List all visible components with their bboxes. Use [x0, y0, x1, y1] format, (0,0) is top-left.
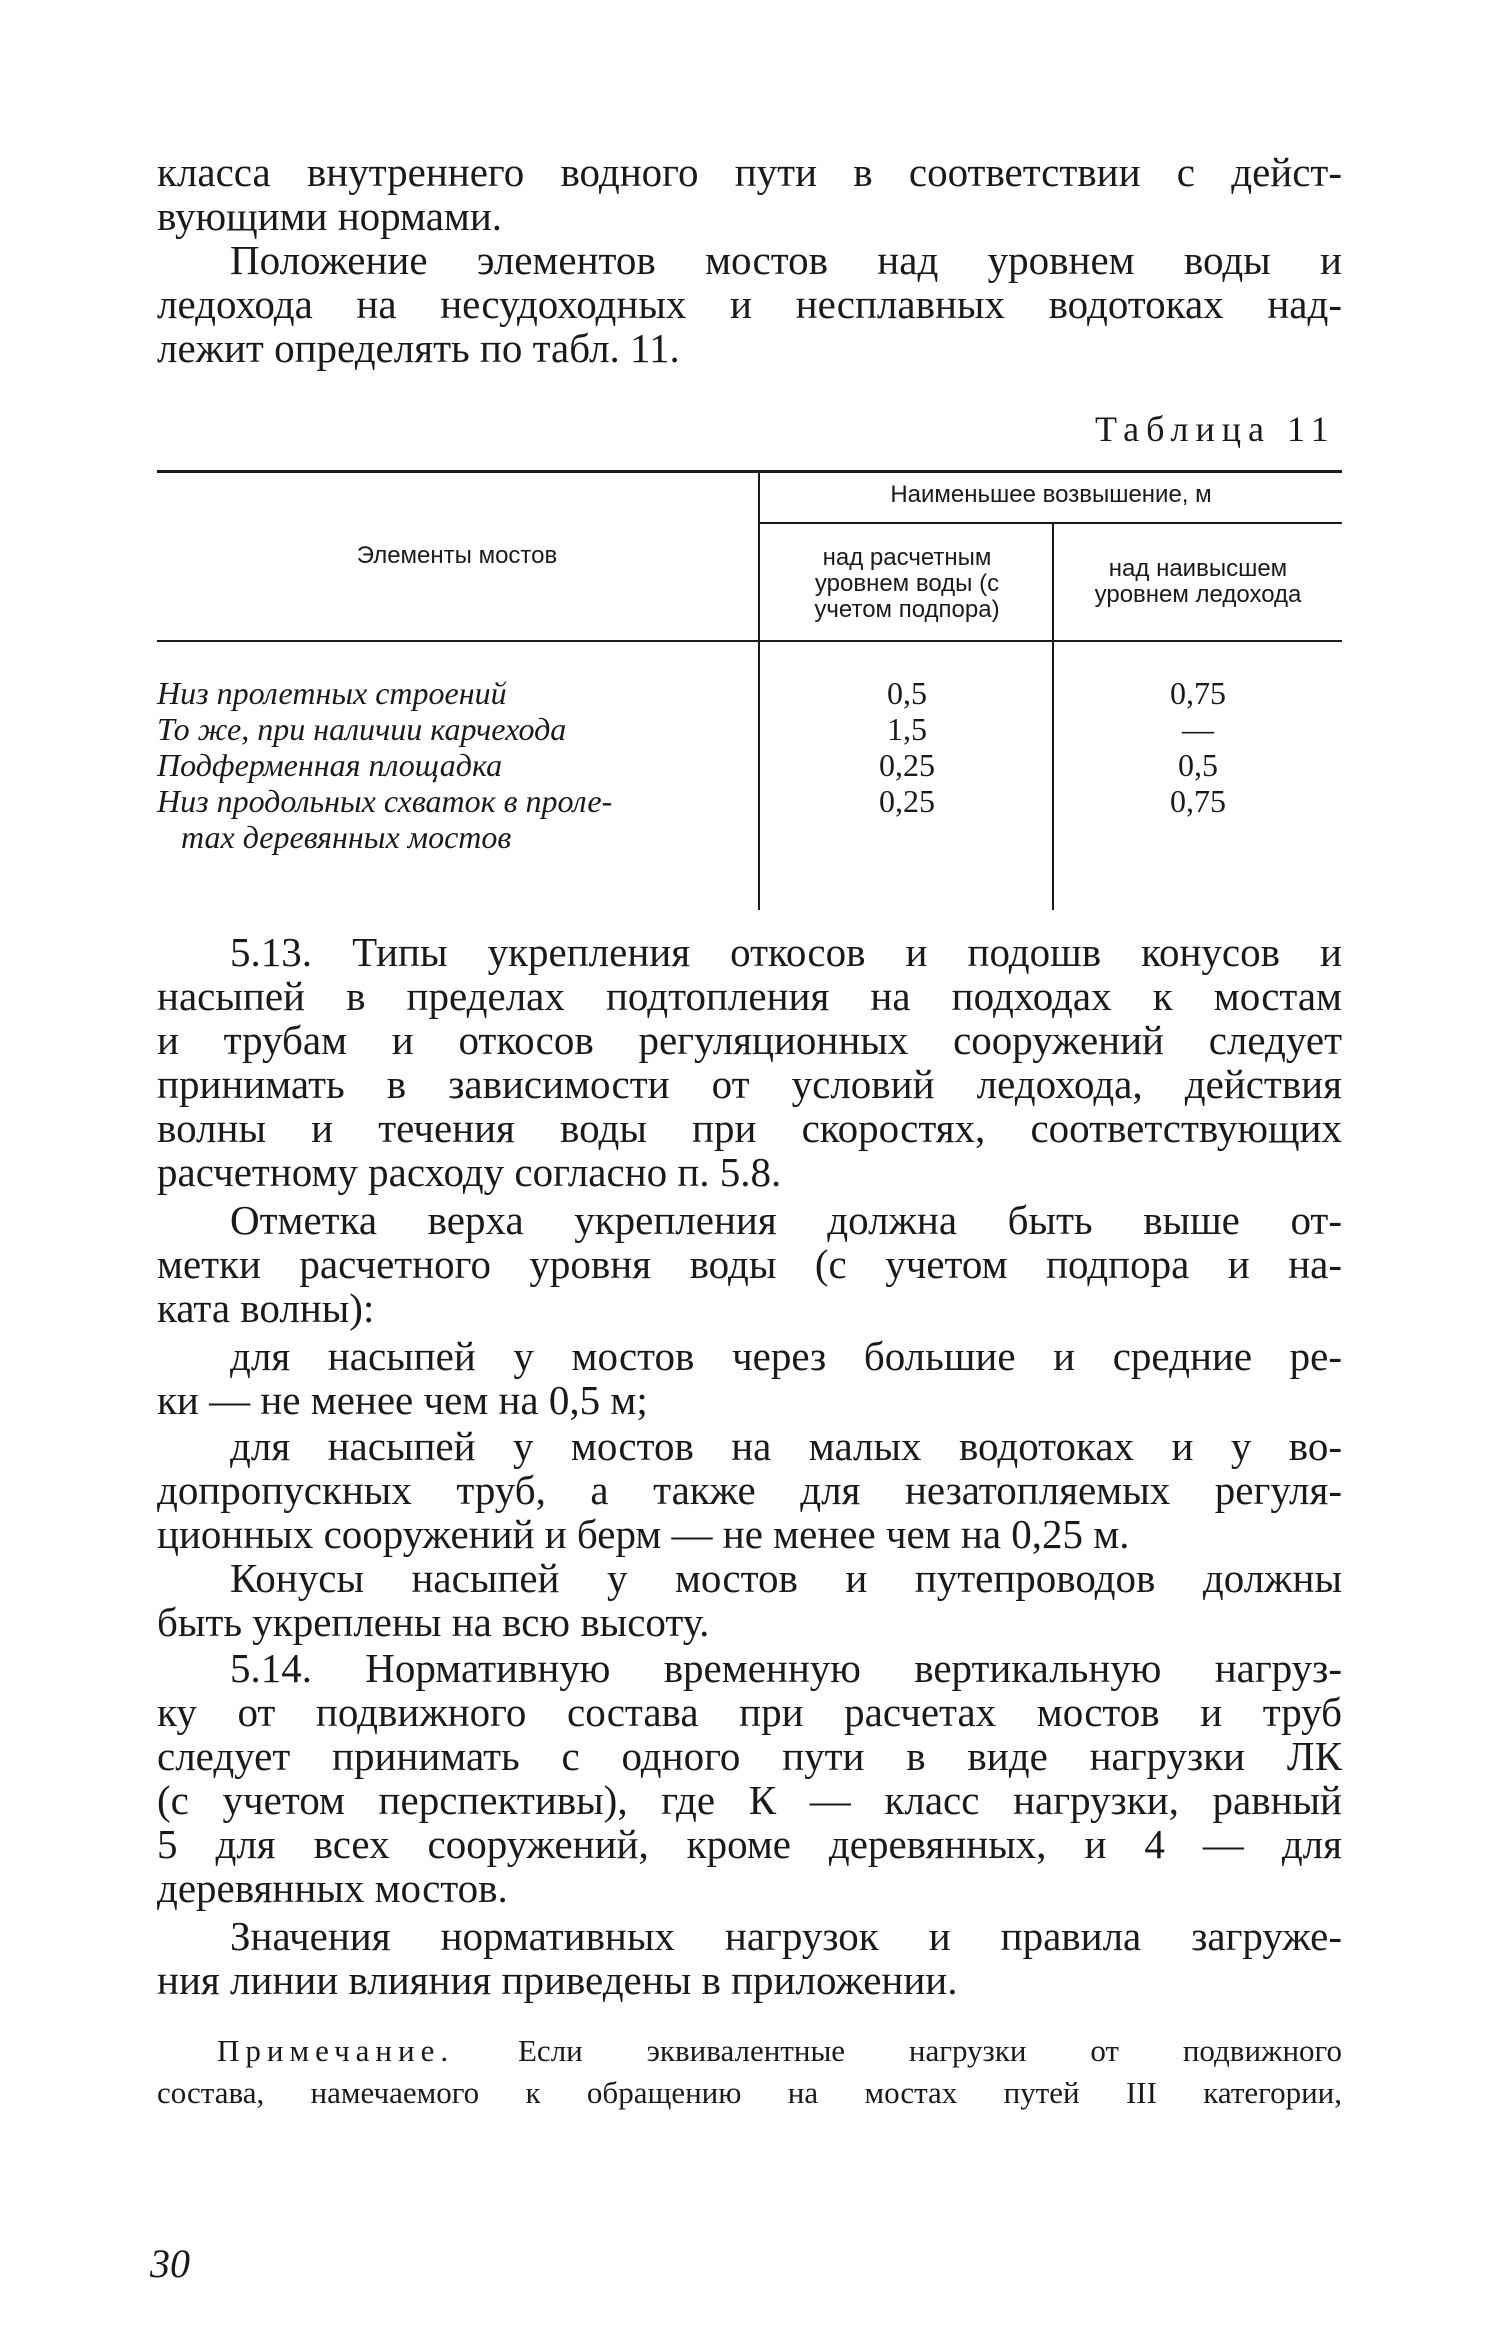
text-line: лежит определять по табл. 11.: [157, 325, 680, 371]
intro-paragraph-1: [157, 150, 1342, 238]
row-name-line: тах деревянных мостов: [181, 819, 512, 855]
text-line: ката волны):: [157, 1285, 375, 1331]
text-line: Значения нормативных нагрузок и правила загруже-: [230, 1913, 1342, 1959]
text-line: допропускных труб, а также для незатопляемых регуля-: [157, 1467, 1342, 1513]
header-ice: [1054, 556, 1342, 608]
text-line: расчетному расходу согласно п. 5.8.: [157, 1149, 782, 1195]
text-line: волны и течения воды при скоростях, соответствующих: [157, 1105, 1342, 1151]
table-cell-water: 0,5: [887, 675, 927, 711]
header-elements: Элементы мостов: [356, 542, 558, 569]
note-label: Примечание.: [217, 2033, 455, 2068]
paragraph-mark: [157, 1198, 1342, 1330]
header-line: учетом подпора): [814, 596, 1000, 623]
header-line: уровнем воды (с: [814, 570, 1000, 597]
paragraph-small-rivers: [157, 1424, 1342, 1556]
text-line: 5.13. Типы укрепления откосов и подошв конусов и: [230, 929, 1342, 975]
text-line: насыпей в пределах подтопления на подходах к мостам: [157, 973, 1342, 1019]
text-line: принимать в зависимости от условий ледохода, действия: [157, 1061, 1342, 1107]
table-cell-ice: 0,75: [1170, 675, 1226, 711]
table-cell-water: 0,25: [879, 747, 935, 783]
paragraph-5-14: [157, 1646, 1342, 1910]
note-line: [157, 2030, 1342, 2072]
table-cell-water: 0,25: [879, 783, 935, 819]
table-top-rule: [157, 470, 1342, 473]
row-name-line: Низ продольных схваток в проле-: [157, 783, 613, 819]
paragraph-values: [157, 1914, 1342, 2002]
text-line: быть укреплены на всю высоту.: [157, 1599, 710, 1645]
text-line: для насыпей у мостов на малых водотоках и у во-: [230, 1423, 1342, 1469]
note-line: состава, намечаемого к обращению на мостах путей III категории,: [157, 2075, 1342, 2110]
table-cell-ice: 0,75: [1170, 783, 1226, 819]
text-line: Конусы насыпей у мостов и путепроводов должны: [230, 1555, 1342, 1601]
text-line: ния линии влияния приведены в приложении.: [157, 1957, 958, 2003]
table-row-name: Низ пролетных строений: [157, 675, 507, 711]
text-line: 5.14. Нормативную временную вертикальную нагруз-: [230, 1645, 1342, 1691]
text-line: вующими нормами.: [157, 193, 503, 239]
text-line: ки — не менее чем на 0,5 м;: [157, 1377, 648, 1423]
table-header-bottom-rule: [157, 640, 1342, 642]
header-line: над расчетным: [822, 544, 992, 571]
table-group-rule: [760, 522, 1342, 524]
page-number: 30: [150, 2241, 190, 2286]
text-line: деревянных мостов.: [157, 1865, 508, 1911]
text-line: и трубам и откосов регуляционных сооружений следует: [157, 1017, 1342, 1063]
text-line: 5 для всех сооружений, кроме деревянных, и 4 — для: [157, 1821, 1342, 1867]
table-row-name: Подферменная площадка: [157, 747, 503, 783]
header-line: над наивысшем: [1108, 555, 1288, 582]
paragraph-cones: [157, 1556, 1342, 1644]
text-line: для насыпей у мостов через большие и средние ре-: [230, 1333, 1342, 1379]
text-line: ледохода на несудоходных и несплавных водотоках над-: [157, 281, 1342, 327]
text-line: следует принимать с одного пути в виде нагрузки ЛК: [157, 1733, 1342, 1779]
table-vline-1: [758, 472, 760, 910]
text-line: Отметка верха укрепления должна быть выше от-: [230, 1197, 1342, 1243]
text-line: ку от подвижного состава при расчетах мостов и труб: [157, 1689, 1342, 1735]
paragraph-5-13: [157, 930, 1342, 1194]
text-line: метки расчетного уровня воды (с учетом подпора и на-: [157, 1241, 1342, 1287]
header-line: уровнем ледохода: [1094, 581, 1302, 608]
text-line: Положение элементов мостов над уровнем воды и: [230, 237, 1342, 283]
table-cell-water: 1,5: [887, 711, 927, 747]
paragraph-large-rivers: [157, 1334, 1342, 1422]
table-cell-ice: 0,5: [1178, 747, 1218, 783]
note-text: Если эквивалентные нагрузки от подвижного: [518, 2033, 1342, 2068]
table-row-name: [157, 783, 737, 855]
intro-paragraph-2: [157, 238, 1342, 370]
text-line: класса внутреннего водного пути в соответствии с дейст-: [157, 149, 1342, 195]
text-line: (с учетом перспективы), где К — класс нагрузки, равный: [157, 1777, 1342, 1823]
text-line: ционных сооружений и берм — не менее чем на 0,25 м.: [157, 1511, 1130, 1557]
header-water: [762, 545, 1052, 623]
table-row-name: То же, при наличии карчехода: [157, 711, 567, 747]
table-title: Таблица 11: [1095, 409, 1336, 449]
header-group: Наименьшее возвышение, м: [890, 481, 1212, 508]
table-cell-ice: —: [1182, 711, 1214, 747]
footnote: [157, 2030, 1342, 2114]
